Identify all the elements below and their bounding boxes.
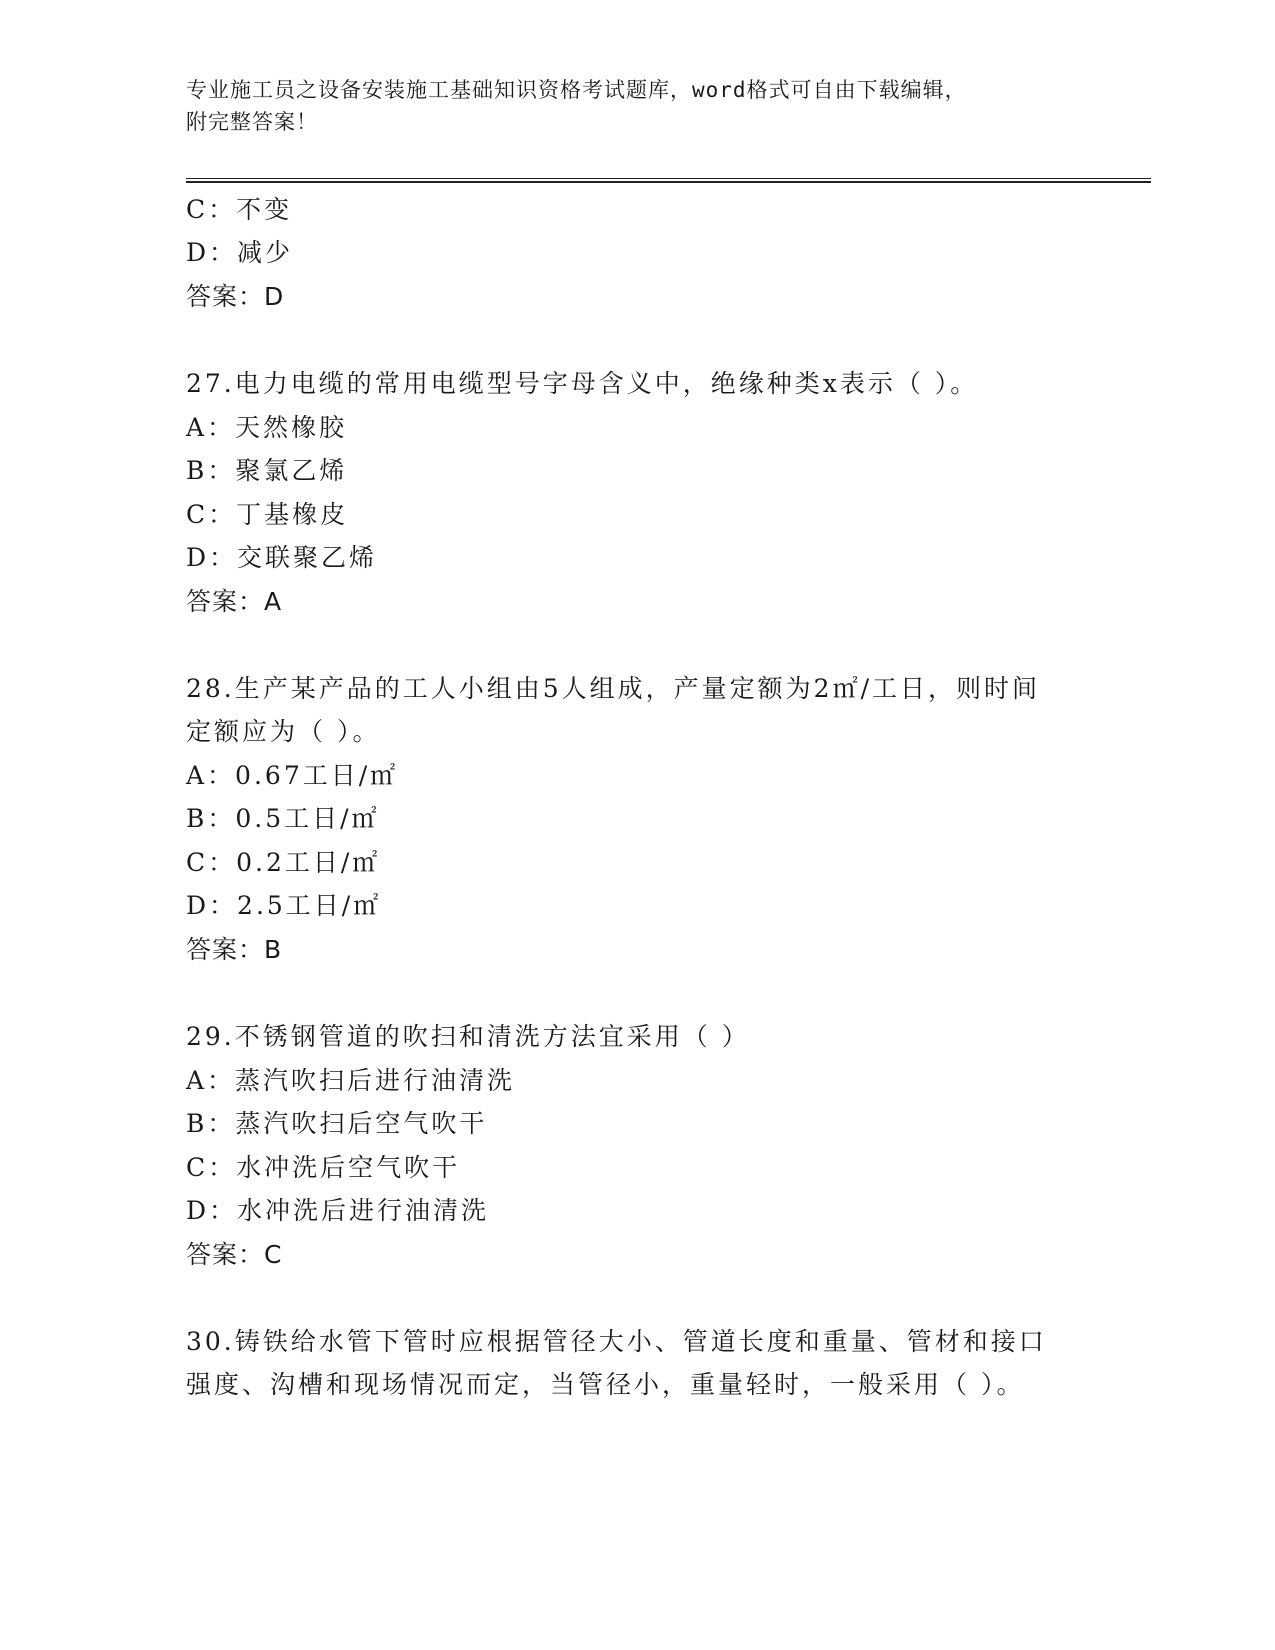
q29-option-b: B：蒸汽吹扫后空气吹干 [186,1109,488,1138]
q28-option-c: C：0.2工日/㎡ [186,848,381,877]
q30-stem-line-1: 30.铸铁给水管下管时应根据管径大小、管道长度和重量、管材和接口 [186,1327,1047,1356]
q30-stem-line-2: 强度、沟槽和现场情况而定，当管径小，重量轻时，一般采用（ ）。 [186,1370,1025,1399]
q28-option-b: B：0.5工日/㎡ [186,804,380,833]
header-line-2: 附完整答案！ [186,110,318,134]
header-line-1: 专业施工员之设备安装施工基础知识资格考试题库，word格式可自由下载编辑， [186,78,967,102]
q28-option-a: A：0.67工日/㎡ [186,761,399,790]
header-divider-thin [186,178,1151,179]
q28-stem-line-1: 28.生产某产品的工人小组由5人组成，产量定额为2㎡/工日，则时间 [186,674,1040,703]
q28-option-d: D：2.5工日/㎡ [186,891,382,920]
q29-stem: 29.不锈钢管道的吹扫和清洗方法宜采用（ ） [186,1022,750,1051]
q29-answer: 答案：C [186,1240,283,1269]
q29-option-d: D：水冲洗后进行油清洗 [186,1196,490,1225]
q27-option-b: B：聚氯乙烯 [186,456,348,485]
q27-option-c: C：丁基橡皮 [186,500,349,529]
q27-option-d: D：交联聚乙烯 [186,543,378,572]
q26-answer: 答案：D [186,282,285,311]
q28-answer: 答案：B [186,935,283,964]
q26-option-c: C：不变 [186,195,293,224]
q26-option-d: D：减少 [186,238,294,267]
header-divider-thick [186,181,1151,183]
q27-answer: 答案：A [186,587,283,616]
q29-option-c: C：水冲洗后空气吹干 [186,1153,461,1182]
q29-option-a: A：蒸汽吹扫后进行油清洗 [186,1066,516,1095]
q27-option-a: A：天然橡胶 [186,413,348,442]
q27-stem: 27.电力电缆的常用电缆型号字母含义中，绝缘种类x表示（ ）。 [186,369,979,398]
q28-stem-line-2: 定额应为（ ）。 [186,717,381,746]
document-header [186,74,1086,138]
